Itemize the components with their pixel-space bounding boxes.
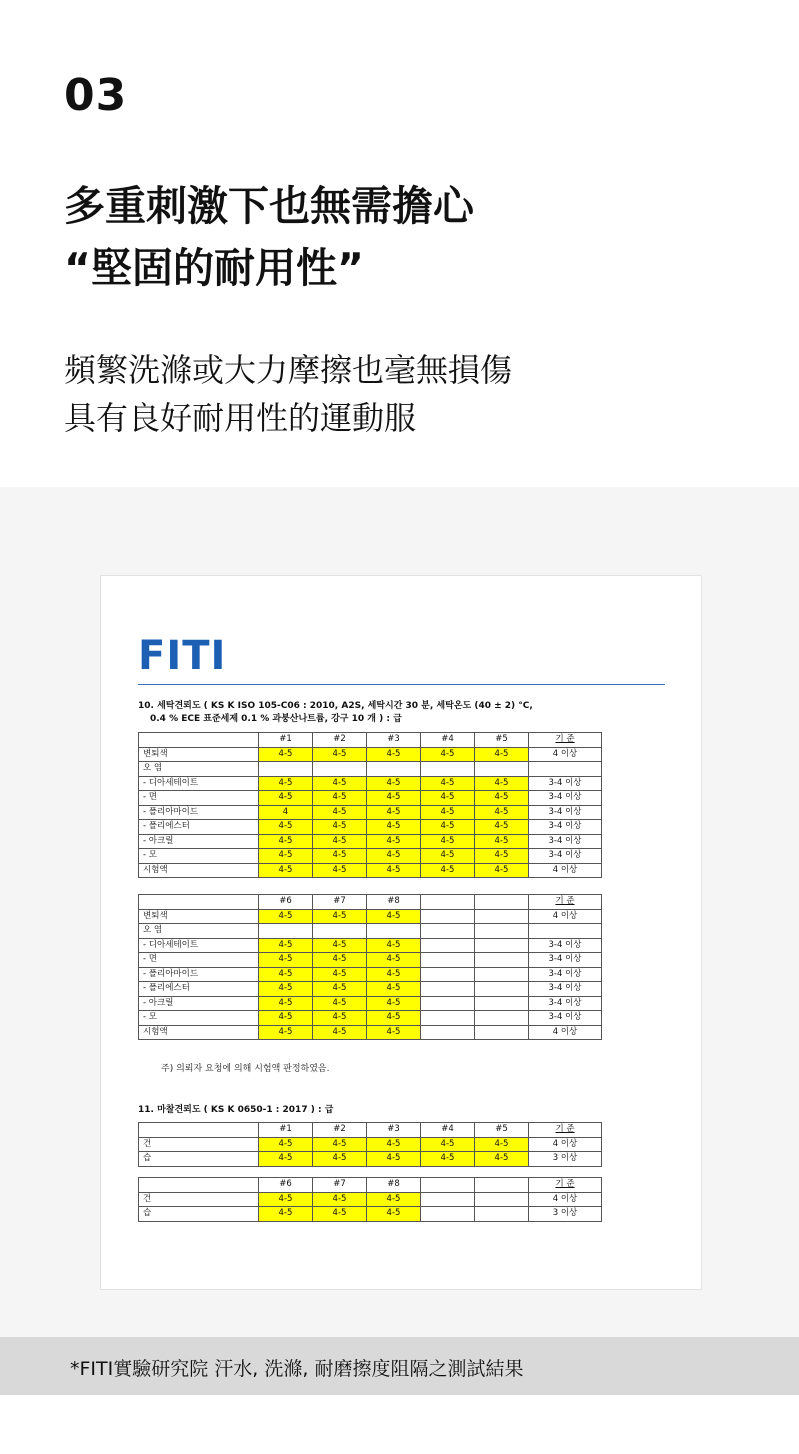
result-cell [421,762,475,777]
row-label: 건 [139,1192,259,1207]
row-label: - 폴리아마이드 [139,805,259,820]
result-cell: 4-5 [367,805,421,820]
result-cell [313,924,367,939]
result-cell: 4-5 [259,791,313,806]
result-cell: 4 [259,805,313,820]
result-cell: 4-5 [259,967,313,982]
header-sample-cell: #7 [313,1178,367,1193]
standard-cell: 4 이상 [529,1192,602,1207]
result-cell [475,909,529,924]
result-cell: 4-5 [421,776,475,791]
result-cell: 4-5 [421,747,475,762]
row-label: 변퇴색 [139,747,259,762]
result-cell: 4-5 [421,791,475,806]
result-cell: 4-5 [259,1152,313,1167]
result-cell: 4-5 [367,1192,421,1207]
result-cell: 4-5 [313,996,367,1011]
section-number: 03 [64,70,128,121]
result-cell: 4-5 [421,863,475,878]
result-cell: 4-5 [313,909,367,924]
table-row [139,805,602,820]
header-standard-cell: 기 준 [529,1178,602,1193]
standard-cell: 3-4 이상 [529,805,602,820]
standard-cell: 4 이상 [529,747,602,762]
washing-fastness-table-1 [138,732,602,878]
header-sample-cell: #4 [421,1123,475,1138]
standard-cell: 3-4 이상 [529,953,602,968]
result-cell: 4-5 [259,863,313,878]
header-blank-cell [139,895,259,910]
result-cell [259,762,313,777]
table-row [139,863,602,878]
result-cell: 4-5 [259,1192,313,1207]
section11-title: 11. 마찰견뢰도 ( KS K 0650-1 : 2017 ) : 급 [138,1105,334,1115]
result-cell: 4-5 [475,849,529,864]
row-label: - 면 [139,953,259,968]
result-cell: 4-5 [259,776,313,791]
result-cell: 4-5 [367,909,421,924]
result-cell: 4-5 [259,938,313,953]
header-sample-cell: #5 [475,733,529,748]
result-cell: 4-5 [259,909,313,924]
result-cell: 4-5 [367,791,421,806]
table-row [139,1192,602,1207]
header-sample-cell: #8 [367,1178,421,1193]
table-header-row [139,895,602,910]
table-row [139,938,602,953]
header-sample-cell: #8 [367,895,421,910]
standard-cell: 3-4 이상 [529,791,602,806]
header-sample-cell: #6 [259,895,313,910]
result-cell: 4-5 [367,1152,421,1167]
result-cell [313,762,367,777]
row-label: - 폴리아마이드 [139,967,259,982]
row-label: 건 [139,1137,259,1152]
result-cell [475,1025,529,1040]
table-row [139,1207,602,1222]
result-cell: 4-5 [367,820,421,835]
header-blank-cell [139,733,259,748]
footer-bar [0,1337,799,1395]
section10-note: 주) 의뢰자 요청에 의해 시험액 판정하였음. [161,1064,330,1074]
headline-line-1: 多重刺激下也無需擔心 [64,182,474,230]
standard-cell: 4 이상 [529,863,602,878]
table-row [139,776,602,791]
header-sample-cell [475,895,529,910]
result-cell: 4-5 [367,1137,421,1152]
result-cell [475,953,529,968]
result-cell: 4-5 [475,776,529,791]
table-row [139,1152,602,1167]
subtitle-line-2: 具有良好耐用性的運動服 [64,399,417,437]
result-cell: 4-5 [313,967,367,982]
footer-caption: *FITI實驗研究院 汗水, 洗滌, 耐磨擦度阻隔之測試結果 [70,1358,524,1380]
standard-cell: 3-4 이상 [529,996,602,1011]
row-label: 습 [139,1207,259,1222]
header-blank-cell [139,1178,259,1193]
result-cell: 4-5 [259,849,313,864]
result-cell: 4-5 [475,834,529,849]
result-cell: 4-5 [313,747,367,762]
header-standard-cell: 기 준 [529,733,602,748]
header-blank-cell [139,1123,259,1138]
standard-cell: 3-4 이상 [529,776,602,791]
result-cell [259,924,313,939]
table-row [139,820,602,835]
row-label: - 디아세테이트 [139,776,259,791]
result-cell: 4-5 [313,982,367,997]
row-label: 변퇴색 [139,909,259,924]
result-cell [475,1011,529,1026]
result-cell: 4-5 [367,996,421,1011]
row-label: 습 [139,1152,259,1167]
result-cell: 4-5 [367,776,421,791]
standard-cell: 3-4 이상 [529,849,602,864]
result-cell: 4-5 [367,953,421,968]
result-cell: 4-5 [313,1025,367,1040]
header-sample-cell: #3 [367,733,421,748]
standard-cell: 3-4 이상 [529,820,602,835]
result-cell: 4-5 [313,1152,367,1167]
result-cell: 4-5 [421,1137,475,1152]
standard-cell: 3 이상 [529,1152,602,1167]
result-cell: 4-5 [367,1011,421,1026]
table-row [139,924,602,939]
table-row [139,953,602,968]
section10-title-line-1: 10. 세탁견뢰도 ( KS K ISO 105-C06 : 2010, A2S, 세탁시간 30 분, 세탁온도 (40 ± 2) °C, [138,701,533,711]
row-label: - 폴리에스터 [139,982,259,997]
result-cell: 4-5 [313,863,367,878]
rubbing-fastness-table-2 [138,1177,602,1222]
result-cell: 4-5 [367,863,421,878]
result-cell [421,1025,475,1040]
result-cell [421,938,475,953]
table-header-row [139,733,602,748]
table-header-row [139,1123,602,1138]
standard-cell: 3-4 이상 [529,967,602,982]
header-sample-cell: #4 [421,733,475,748]
row-label: - 모 [139,849,259,864]
result-cell: 4-5 [367,849,421,864]
result-cell [421,909,475,924]
header-sample-cell: #5 [475,1123,529,1138]
result-cell [475,967,529,982]
header-standard-cell: 기 준 [529,1123,602,1138]
rubbing-fastness-table-1 [138,1122,602,1167]
result-cell [367,924,421,939]
result-cell: 4-5 [259,820,313,835]
result-cell: 4-5 [421,820,475,835]
result-cell: 4-5 [313,834,367,849]
result-cell [475,938,529,953]
table-row [139,1137,602,1152]
header-sample-cell: #1 [259,733,313,748]
table-row [139,849,602,864]
standard-cell: 4 이상 [529,909,602,924]
header-sample-cell: #2 [313,733,367,748]
subtitle [64,346,512,442]
result-cell: 4-5 [259,1137,313,1152]
result-cell: 4-5 [313,938,367,953]
result-cell: 4-5 [421,805,475,820]
standard-cell [529,762,602,777]
row-label: - 아크릴 [139,996,259,1011]
row-label: - 디아세테이트 [139,938,259,953]
result-cell [421,996,475,1011]
result-cell: 4-5 [259,1207,313,1222]
row-label: 오 염 [139,762,259,777]
row-label: - 모 [139,1011,259,1026]
subtitle-line-1: 頻繁洗滌或大力摩擦也毫無損傷 [64,351,513,389]
result-cell: 4-5 [367,967,421,982]
table-row [139,909,602,924]
result-cell: 4-5 [475,820,529,835]
section10-title-line-2: 0.4 % ECE 표준세제 0.1 % 과붕산나트륨, 강구 10 개 ) : 급 [150,714,402,724]
result-cell: 4-5 [367,1207,421,1222]
result-cell: 4-5 [313,1207,367,1222]
header-sample-cell: #6 [259,1178,313,1193]
result-cell [367,762,421,777]
result-cell: 4-5 [475,1137,529,1152]
result-cell: 4-5 [313,805,367,820]
headline-line-2: “堅固的耐用性” [64,244,364,292]
table-row [139,982,602,997]
standard-cell: 3-4 이상 [529,834,602,849]
result-cell [475,1192,529,1207]
standard-cell: 3-4 이상 [529,1011,602,1026]
result-cell: 4-5 [421,834,475,849]
headline [64,175,474,299]
result-cell [421,967,475,982]
result-cell [421,953,475,968]
row-label: 오 염 [139,924,259,939]
result-cell: 4-5 [259,1011,313,1026]
header-sample-cell [475,1178,529,1193]
table-row [139,791,602,806]
standard-cell: 4 이상 [529,1025,602,1040]
washing-fastness-table-2 [138,894,602,1040]
table-row [139,834,602,849]
table-row [139,967,602,982]
result-cell: 4-5 [367,1025,421,1040]
result-cell: 4-5 [475,1152,529,1167]
result-cell: 4-5 [367,982,421,997]
fiti-logo: FITI [138,633,227,679]
result-cell: 4-5 [313,953,367,968]
row-label: 시험액 [139,1025,259,1040]
result-cell: 4-5 [367,747,421,762]
table-row [139,996,602,1011]
result-cell [475,996,529,1011]
result-cell: 4-5 [259,747,313,762]
result-cell: 4-5 [367,938,421,953]
result-cell: 4-5 [259,953,313,968]
result-cell: 4-5 [313,1011,367,1026]
result-cell: 4-5 [421,1152,475,1167]
header-sample-cell: #3 [367,1123,421,1138]
result-cell [475,1207,529,1222]
standard-cell: 4 이상 [529,1137,602,1152]
standard-cell: 3-4 이상 [529,938,602,953]
table-row [139,762,602,777]
header-sample-cell [421,1178,475,1193]
result-cell: 4-5 [259,834,313,849]
logo-divider [138,684,665,685]
result-cell [475,924,529,939]
result-cell: 4-5 [259,1025,313,1040]
result-cell [421,982,475,997]
result-cell: 4-5 [475,747,529,762]
result-cell: 4-5 [313,849,367,864]
result-cell: 4-5 [421,849,475,864]
result-cell: 4-5 [475,863,529,878]
row-label: - 아크릴 [139,834,259,849]
header-sample-cell: #7 [313,895,367,910]
row-label: 시험액 [139,863,259,878]
header-sample-cell: #2 [313,1123,367,1138]
result-cell: 4-5 [259,982,313,997]
standard-cell: 3-4 이상 [529,982,602,997]
result-cell: 4-5 [367,834,421,849]
result-cell [421,1011,475,1026]
header-sample-cell [421,895,475,910]
table-row [139,1011,602,1026]
result-cell: 4-5 [259,996,313,1011]
test-report-document [100,575,702,1290]
table-row [139,747,602,762]
result-cell [475,982,529,997]
result-cell: 4-5 [313,820,367,835]
result-cell [475,762,529,777]
row-label: - 폴리에스터 [139,820,259,835]
result-cell [421,924,475,939]
result-cell: 4-5 [313,791,367,806]
table-header-row [139,1178,602,1193]
header-standard-cell: 기 준 [529,895,602,910]
result-cell: 4-5 [475,805,529,820]
row-label: - 면 [139,791,259,806]
standard-cell: 3 이상 [529,1207,602,1222]
result-cell: 4-5 [313,1137,367,1152]
result-cell: 4-5 [313,1192,367,1207]
result-cell [421,1192,475,1207]
result-cell: 4-5 [313,776,367,791]
result-cell: 4-5 [475,791,529,806]
table-row [139,1025,602,1040]
result-cell [421,1207,475,1222]
header-sample-cell: #1 [259,1123,313,1138]
standard-cell [529,924,602,939]
